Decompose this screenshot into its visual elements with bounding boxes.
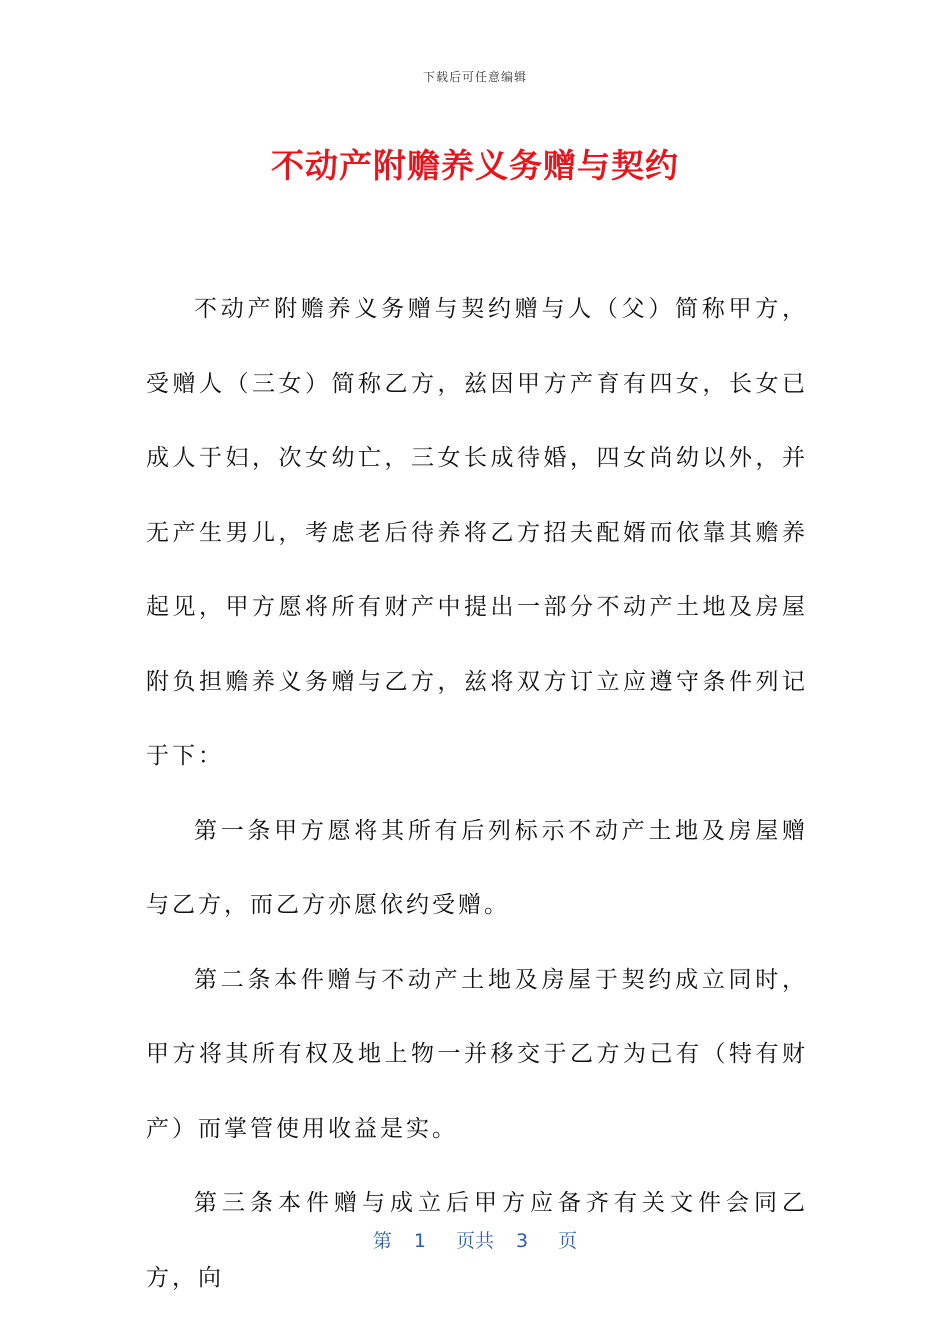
footer-current-page: 1 xyxy=(413,1230,426,1252)
paragraph-article-3: 第三条本件赠与成立后甲方应备齐有关文件会同乙方，向 xyxy=(146,1190,808,1291)
header-note: 下载后可任意编辑 xyxy=(422,70,527,84)
paragraph-article-1: 第一条甲方愿将其所有后列标示不动产土地及房屋赠与乙方，而乙方亦愿依约受赠。 xyxy=(146,817,808,918)
document-title: 不动产附赡养义务赠与契约 xyxy=(271,146,679,185)
paragraph-preamble: 不动产附赡养义务赠与契约赠与人（父）简称甲方，受赠人（三女）简称乙方，兹因甲方产育有四女，长女已成人于妇，次女幼亡，三女长成待婚，四女尚幼以外，并无产生男儿，考虑老后待养将乙方招夫配婿而依靠其赡养起见，甲方愿将所有财产中提出一部分不动产土地及房屋附负担赡养义务赠与乙方，兹将双方订立应遵守条件列记于下： xyxy=(146,296,808,769)
footer-page-suffix: 页 xyxy=(558,1230,578,1252)
footer-total-pages: 3 xyxy=(516,1230,529,1252)
paragraph-article-2: 第二条本件赠与不动产土地及房屋于契约成立同时，甲方将其所有权及地上物一并移交于乙方为己有（特有财产）而掌管使用收益是实。 xyxy=(146,966,808,1142)
footer-page-prefix: 第 xyxy=(372,1230,392,1252)
footer-page-mid: 页共 xyxy=(455,1230,494,1252)
document-body xyxy=(146,272,808,1315)
page-footer xyxy=(0,1226,950,1253)
